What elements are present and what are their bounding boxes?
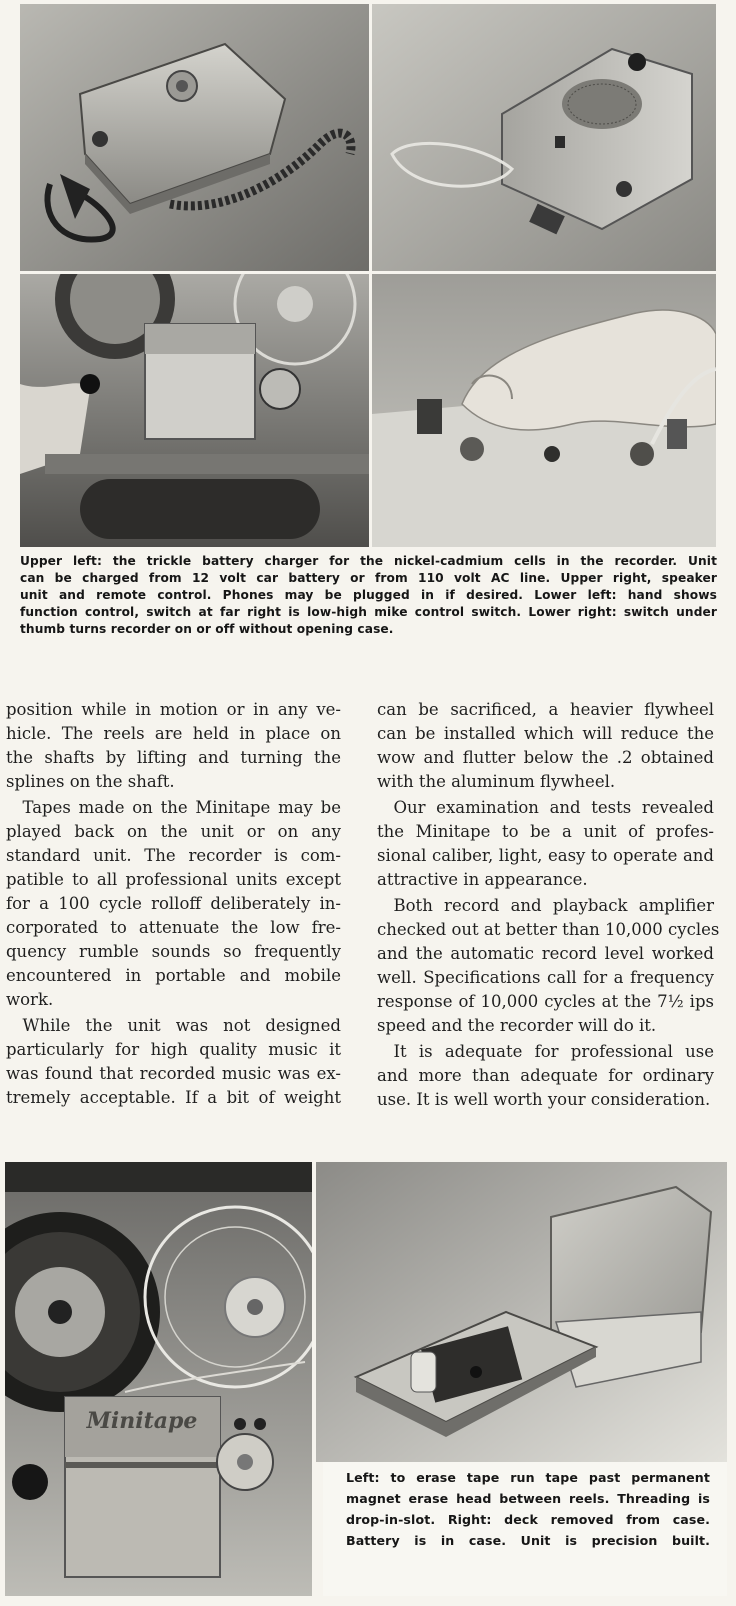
right-text-column: [377, 698, 720, 1112]
text-line: sional caliber, light, easy to operate and: [377, 846, 714, 865]
text-line: checked out at better than 10,000 cycles: [377, 920, 720, 939]
text-line: wow and flutter below the .2 obtained: [377, 748, 714, 767]
text-line: attractive in appearance.: [377, 870, 588, 889]
text-line: with the aluminum flywheel.: [377, 772, 616, 791]
text-line: work.: [6, 990, 54, 1009]
text-line: was found that recorded music was ex-: [6, 1064, 341, 1083]
photo-function-control: [20, 274, 369, 547]
caption-line: Battery is in case. Unit is precision built.: [346, 1533, 710, 1548]
text-line: Tapes made on the Minitape may be: [6, 798, 341, 817]
left-text-column: [6, 698, 341, 1110]
caption-line: thumb turns recorder on or off without opening case.: [20, 622, 394, 636]
photo-deck-reels: [5, 1162, 312, 1596]
text-line: encountered in portable and mobile: [6, 966, 341, 985]
text-line: use. It is well worth your consideration.: [377, 1090, 711, 1109]
caption-line: can be charged from 12 volt car battery or from 110 volt AC line. Upper right, speaker: [20, 571, 717, 585]
text-line: the Minitape to be a unit of profes-: [377, 822, 714, 841]
text-line: quency rumble sounds so frequently: [6, 942, 341, 961]
caption-line: drop-in-slot. Right: deck removed from case.: [346, 1512, 710, 1527]
text-line: well. Specifications call for a frequency: [377, 968, 714, 987]
photo-deck-removed: [316, 1162, 727, 1462]
deck-logo-text: Minitape: [86, 1408, 198, 1434]
text-line: splines on the shaft.: [6, 772, 175, 791]
text-line: position while in motion or in any ve-: [6, 700, 341, 719]
text-line: speed and the recorder will do it.: [377, 1016, 657, 1035]
text-line: the shafts by lifting and turning the: [6, 748, 341, 767]
caption-line: Left: to erase tape run tape past permanent: [346, 1470, 710, 1485]
text-line: standard unit. The recorder is com-: [6, 846, 341, 865]
text-line: hicle. The reels are held in place on: [6, 724, 341, 743]
text-line: tremely acceptable. If a bit of weight: [6, 1088, 341, 1107]
photo-speaker-unit: [372, 4, 716, 271]
text-line: response of 10,000 cycles at the 7½ ips: [377, 992, 714, 1011]
text-line: Both record and playback amplifier: [377, 896, 714, 915]
text-line: and the automatic record level worked: [377, 944, 714, 963]
text-line: can be sacrificed, a heavier flywheel: [377, 700, 714, 719]
photo-thumb-switch: [372, 274, 716, 547]
text-line: Our examination and tests revealed: [377, 798, 714, 817]
text-line: corporated to attenuate the low fre-: [6, 918, 341, 937]
caption-line: function control, switch at far right is low-high mike control switch. Lower right: switch under: [20, 605, 717, 619]
top-photo-caption: [20, 553, 717, 638]
text-line: It is adequate for professional use: [377, 1042, 714, 1061]
caption-line: magnet erase head between reels. Threading is: [346, 1491, 710, 1506]
text-line: played back on the unit or on any: [6, 822, 341, 841]
text-line: and more than adequate for ordinary: [377, 1066, 714, 1085]
bottom-photo-caption: [346, 1467, 710, 1551]
caption-line: Upper left: the trickle battery charger for the nickel-cadmium cells in the recorder. Unit: [20, 554, 717, 568]
text-line: can be installed which will reduce the: [377, 724, 714, 743]
text-line: particularly for high quality music it: [6, 1040, 341, 1059]
photo-battery-charger: [20, 4, 369, 271]
text-line: While the unit was not designed: [6, 1016, 341, 1035]
caption-line: unit and remote control. Phones may be plugged in if desired. Lower left: hand shows: [20, 588, 717, 602]
text-line: patible to all professional units except: [6, 870, 341, 889]
text-line: for a 100 cycle rolloff deliberately in-: [6, 894, 341, 913]
